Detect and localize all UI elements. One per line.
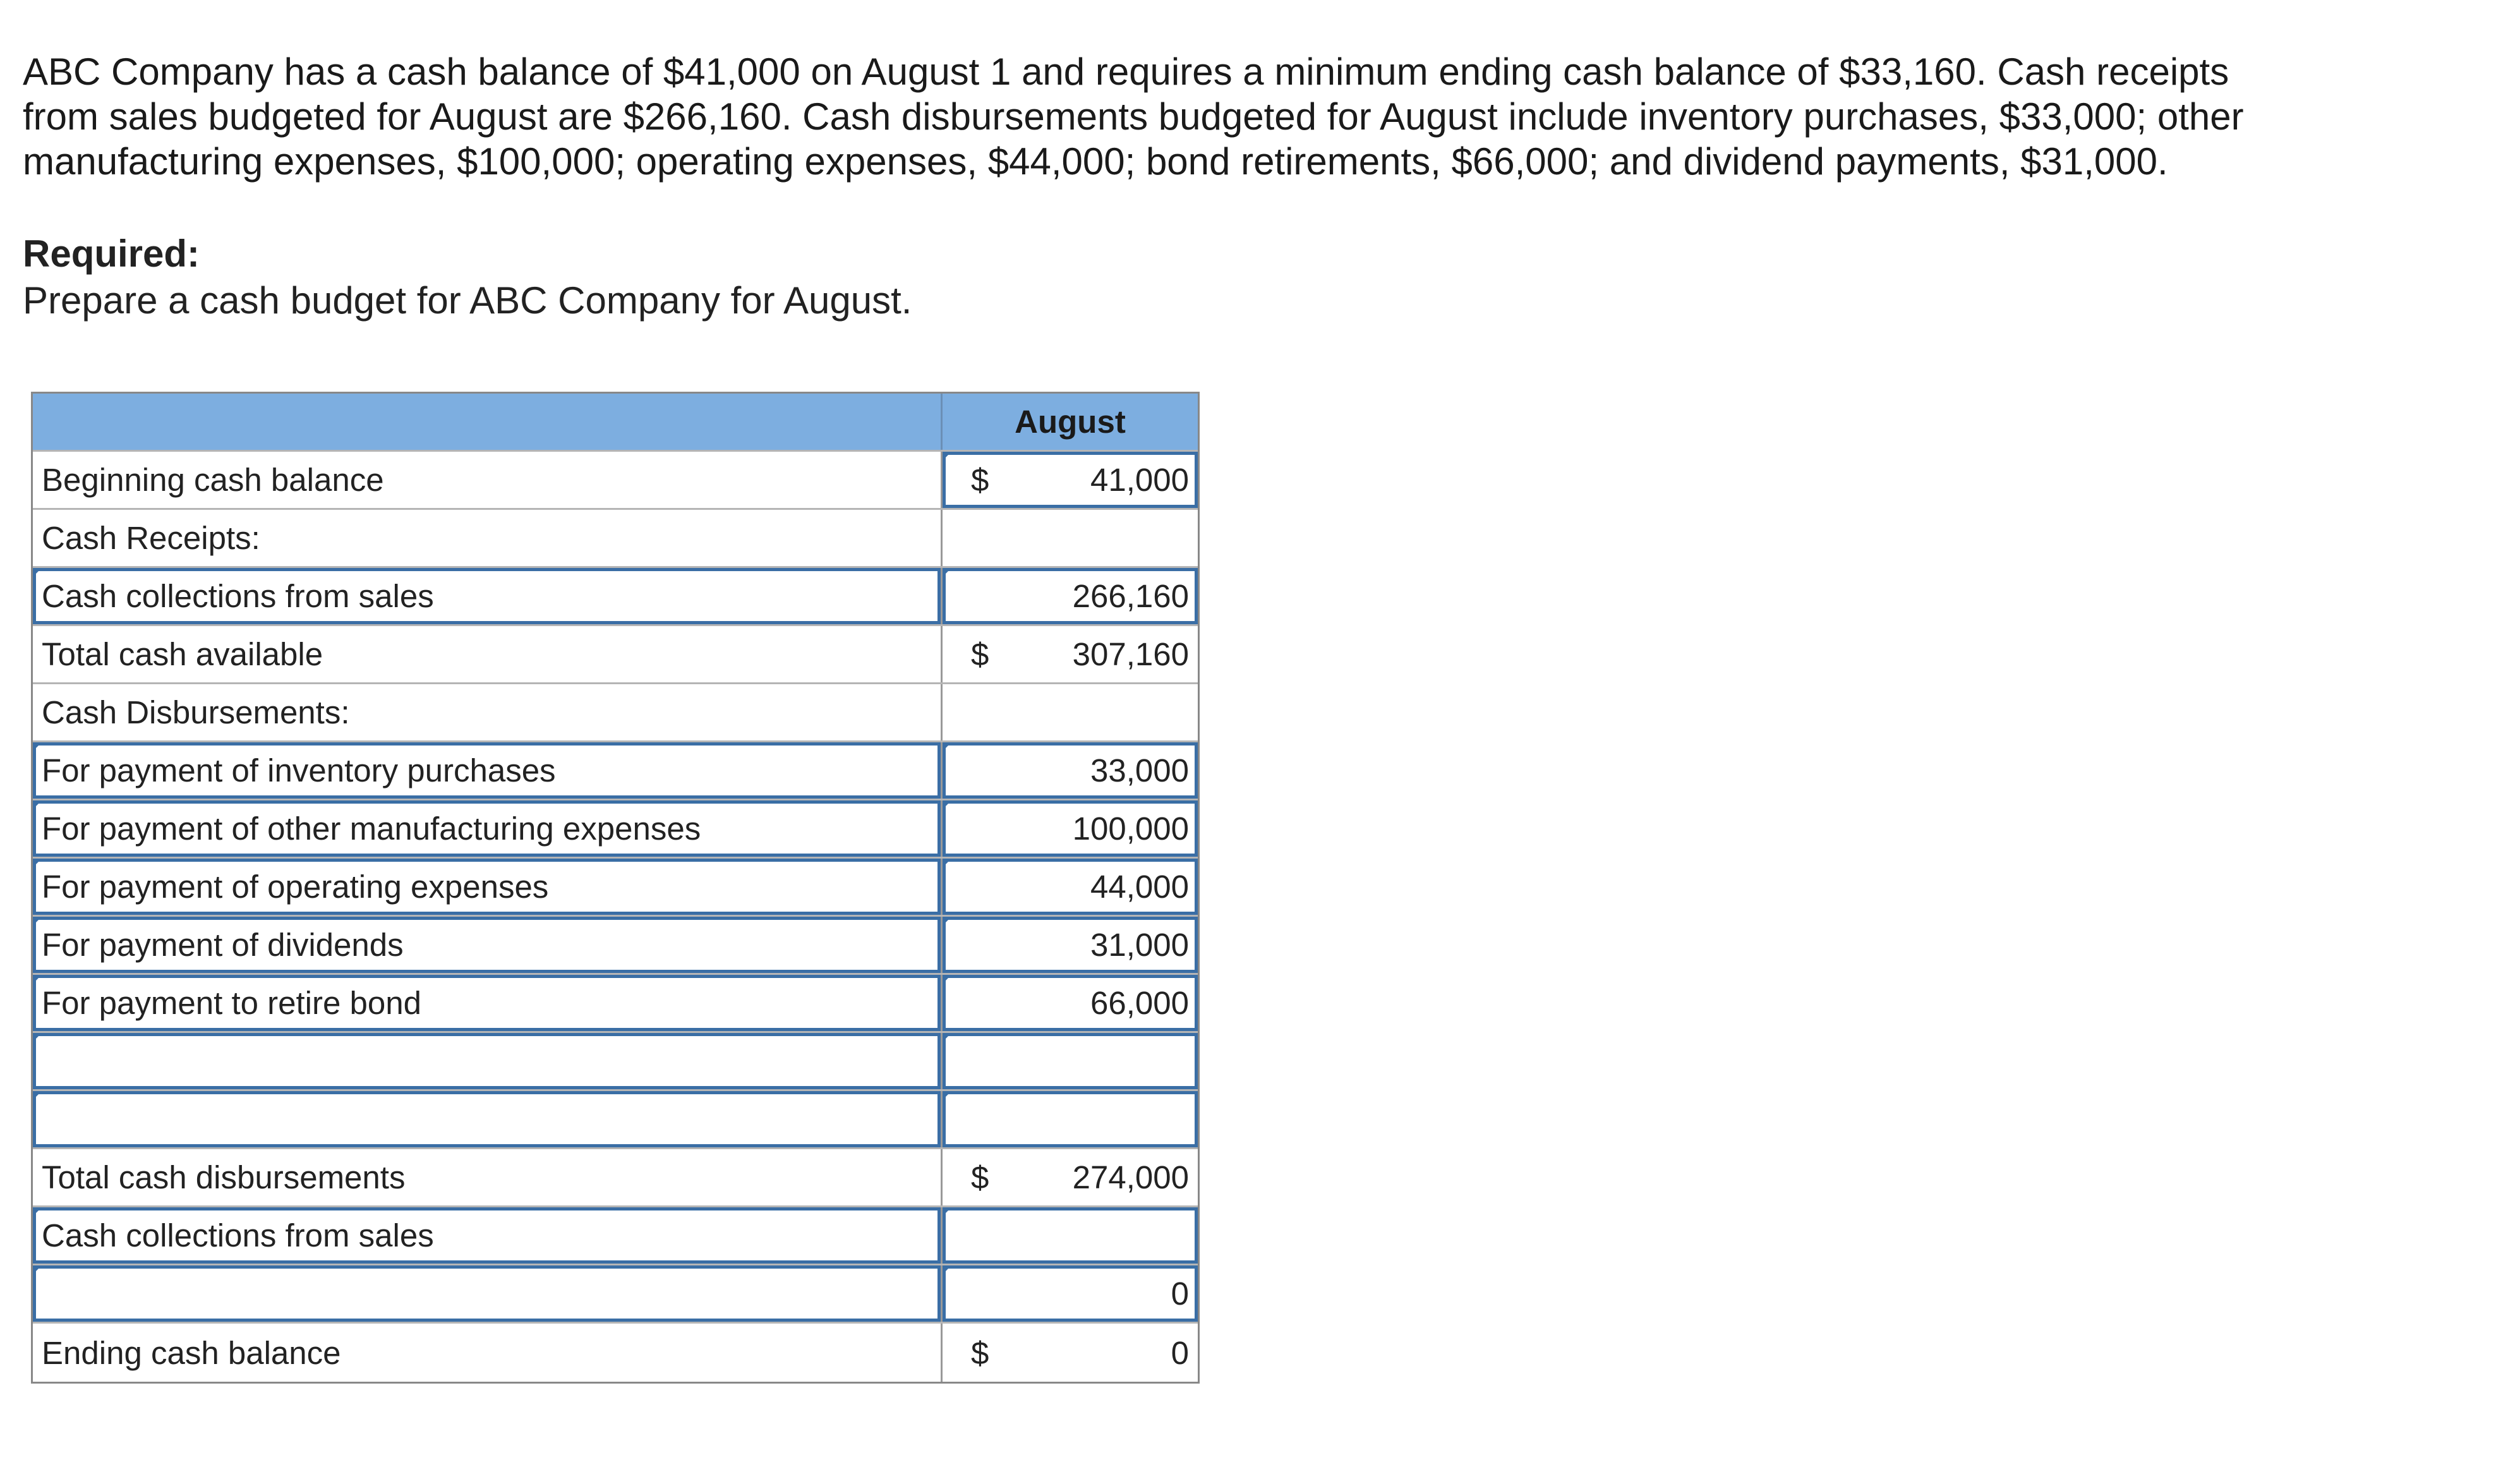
row-beginning-cash-balance	[33, 452, 1198, 510]
row-label: Cash Disbursements:	[33, 684, 943, 740]
row-label: Cash Receipts:	[33, 510, 943, 566]
dividends-input[interactable]	[943, 917, 1198, 973]
required-instruction: Prepare a cash budget for ABC Company for August.	[23, 279, 912, 322]
amount: 66,000	[1090, 985, 1189, 1021]
row-blank-disbursement-2	[33, 1091, 1198, 1149]
ending-cash-value	[943, 1324, 1198, 1382]
amount: 0	[1171, 1276, 1189, 1312]
inventory-purchases-label-select[interactable]	[33, 742, 943, 799]
retire-bond-input[interactable]	[943, 975, 1198, 1031]
cash-collections-2-input[interactable]	[943, 1207, 1198, 1264]
amount: 44,000	[1090, 869, 1189, 905]
amount: 100,000	[1072, 811, 1189, 847]
row-inventory-purchases	[33, 742, 1198, 800]
dollar-sign: $	[971, 1159, 989, 1195]
blank-label-select[interactable]	[33, 1091, 943, 1147]
row-label: Cash collections from sales	[42, 1217, 434, 1253]
beginning-cash-input[interactable]	[943, 452, 1198, 508]
cash-collections-label-select[interactable]	[33, 568, 943, 624]
dollar-sign: $	[971, 462, 989, 498]
cash-collections-input[interactable]	[943, 568, 1198, 624]
amount: 307,160	[1072, 636, 1189, 672]
row-other-manufacturing	[33, 800, 1198, 859]
row-label: For payment to retire bond	[42, 985, 421, 1021]
empty-value-cell	[943, 684, 1198, 740]
row-cash-collections	[33, 568, 1198, 626]
row-ending-cash-balance	[33, 1324, 1198, 1382]
other-manufacturing-label-select[interactable]	[33, 800, 943, 857]
cash-budget-table	[31, 392, 1200, 1384]
problem-line-2: from sales budgeted for August are $266,160. Cash disbursements budgeted for August include inventory purchases, $33,000; other	[23, 95, 2244, 138]
row-cash-collections-2	[33, 1207, 1198, 1265]
row-label: Beginning cash balance	[33, 452, 943, 508]
total-disbursements-value	[943, 1149, 1198, 1205]
row-label: For payment of inventory purchases	[42, 752, 556, 788]
row-label: Total cash disbursements	[33, 1149, 943, 1205]
other-manufacturing-input[interactable]	[943, 800, 1198, 857]
amount: 31,000	[1090, 927, 1189, 963]
blank-amount-input[interactable]	[943, 1033, 1198, 1089]
retire-bond-label-select[interactable]	[33, 975, 943, 1031]
row-blank-financing	[33, 1265, 1198, 1324]
table-header-row	[33, 394, 1198, 452]
amount: 0	[1171, 1334, 1189, 1371]
row-blank-disbursement-1	[33, 1033, 1198, 1091]
total-cash-available-value	[943, 626, 1198, 682]
amount: 274,000	[1072, 1159, 1189, 1195]
row-total-cash-disbursements	[33, 1149, 1198, 1207]
problem-line-3: manufacturing expenses, $100,000; operating expenses, $44,000; bond retirements, $66,000; and dividend payments, $31,000.	[23, 140, 2168, 183]
row-label: For payment of dividends	[42, 927, 404, 963]
row-operating-expenses	[33, 859, 1198, 917]
empty-value-cell	[943, 510, 1198, 566]
dividends-label-select[interactable]	[33, 917, 943, 973]
row-label: For payment of other manufacturing expenses	[42, 811, 701, 847]
row-cash-receipts-heading	[33, 510, 1198, 568]
inventory-purchases-input[interactable]	[943, 742, 1198, 799]
row-dividends	[33, 917, 1198, 975]
header-label-cell	[33, 394, 943, 450]
required-heading: Required:	[23, 232, 200, 275]
row-cash-disbursements-heading	[33, 684, 1198, 742]
header-august: August	[1015, 404, 1126, 440]
blank-label-select[interactable]	[33, 1033, 943, 1089]
operating-expenses-label-select[interactable]	[33, 859, 943, 915]
blank-label-select[interactable]	[33, 1265, 943, 1322]
row-label: For payment of operating expenses	[42, 869, 549, 905]
blank-amount-input[interactable]	[943, 1091, 1198, 1147]
cash-collections-2-label-select[interactable]	[33, 1207, 943, 1264]
row-total-cash-available	[33, 626, 1198, 684]
blank-amount-input[interactable]	[943, 1265, 1198, 1322]
dollar-sign: $	[971, 1334, 989, 1371]
row-label: Total cash available	[33, 626, 943, 682]
row-label: Ending cash balance	[33, 1324, 943, 1382]
amount: 266,160	[1072, 578, 1189, 614]
dollar-sign: $	[971, 636, 989, 672]
problem-line-1: ABC Company has a cash balance of $41,000 on August 1 and requires a minimum ending cash balance of $33,160. Cash receipts	[23, 51, 2229, 93]
row-label: Cash collections from sales	[42, 578, 434, 614]
problem-statement	[23, 49, 2461, 184]
amount: 33,000	[1090, 752, 1189, 788]
operating-expenses-input[interactable]	[943, 859, 1198, 915]
amount: 41,000	[1090, 462, 1189, 498]
row-retire-bond	[33, 975, 1198, 1033]
